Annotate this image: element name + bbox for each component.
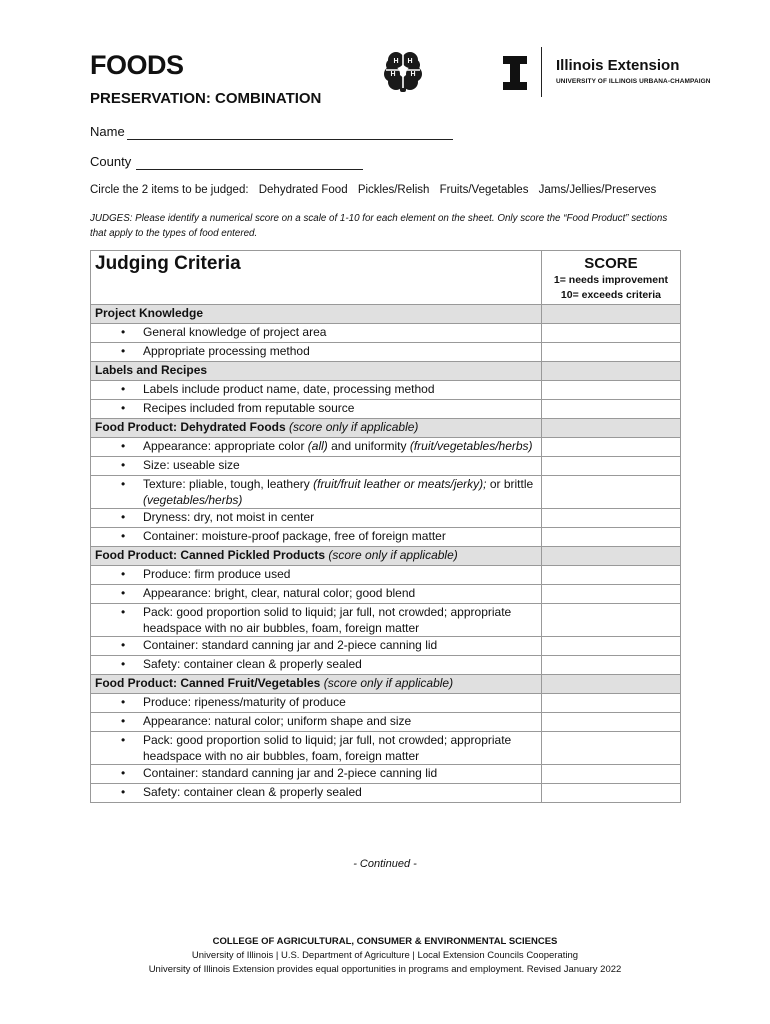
criteria-item xyxy=(91,566,542,585)
circle-items-line xyxy=(90,184,663,196)
judging-criteria-heading: Judging Criteria xyxy=(95,253,241,274)
section-note: (score only if applicable) xyxy=(289,420,419,434)
section-note: (score only if applicable) xyxy=(323,676,454,690)
criteria-item xyxy=(91,585,542,604)
section-note: (score only if applicable) xyxy=(328,548,458,562)
block-i-icon xyxy=(503,56,527,90)
score-input-cell[interactable] xyxy=(541,476,680,509)
criteria-item xyxy=(91,476,542,509)
criteria-text-part: Container: standard canning jar and 2-piece canning lid xyxy=(143,766,438,780)
criteria-text-part: (all) xyxy=(307,439,328,453)
score-input-cell[interactable] xyxy=(541,765,680,784)
bullet-icon: • xyxy=(121,401,126,415)
criteria-text-part: Size: useable size xyxy=(143,458,240,472)
bullet-icon: • xyxy=(121,567,126,581)
bullet-icon: • xyxy=(121,382,126,396)
option-pickles-relish[interactable]: Pickles/Relish xyxy=(357,184,430,196)
score-scale-high: 10= exceeds criteria xyxy=(560,289,662,301)
criteria-item xyxy=(91,438,542,457)
score-input-cell[interactable] xyxy=(541,381,680,400)
bullet-icon: • xyxy=(121,785,126,799)
section-title: Labels and Recipes xyxy=(95,363,208,377)
criteria-text-part: (fruit/vegetables/herbs) xyxy=(409,439,533,453)
section-title-cell xyxy=(91,305,542,324)
criteria-text xyxy=(121,656,537,672)
name-label: Name xyxy=(90,124,125,139)
criteria-row xyxy=(91,528,681,547)
criteria-text xyxy=(121,637,537,653)
criteria-text-part: Safety: container clean & properly sealed xyxy=(143,657,362,671)
table-header-row xyxy=(91,251,681,305)
criteria-row xyxy=(91,784,681,803)
criteria-item xyxy=(91,324,542,343)
section-score-cell xyxy=(541,547,680,566)
option-jams-jellies-preserves[interactable]: Jams/Jellies/Preserves xyxy=(538,184,657,196)
criteria-text xyxy=(121,765,537,781)
score-heading: SCORE xyxy=(584,255,638,272)
criteria-item xyxy=(91,732,542,765)
section-score-cell xyxy=(541,675,680,694)
criteria-text xyxy=(121,381,537,397)
criteria-text-part: or brittle xyxy=(486,477,534,491)
name-field[interactable] xyxy=(127,127,453,140)
criteria-text xyxy=(121,343,537,359)
section-score-cell xyxy=(541,419,680,438)
section-row xyxy=(91,305,681,324)
criteria-row xyxy=(91,637,681,656)
score-input-cell[interactable] xyxy=(541,324,680,343)
criteria-text-part: Appearance: appropriate color xyxy=(143,439,308,453)
bullet-icon: • xyxy=(121,344,126,358)
bullet-icon: • xyxy=(121,529,126,543)
criteria-text-part: Pack: good proportion solid to liquid; jar full, not crowded; appropriate headspace with no air bubbles, foam, foreign matter xyxy=(143,733,512,763)
criteria-text xyxy=(121,732,537,764)
criteria-item xyxy=(91,656,542,675)
criteria-item xyxy=(91,694,542,713)
page-title: FOODS xyxy=(90,50,184,80)
criteria-item xyxy=(91,381,542,400)
bullet-icon: • xyxy=(121,695,126,709)
bullet-icon: • xyxy=(121,714,126,728)
criteria-text xyxy=(121,694,537,710)
score-input-cell[interactable] xyxy=(541,400,680,419)
score-input-cell[interactable] xyxy=(541,509,680,528)
judges-instructions: JUDGES: Please identify a numerical score on a scale of 1-10 for each element on the sheet. Only score the “Food Product” sections that apply to the types of food entered. xyxy=(90,213,668,239)
option-dehydrated-food[interactable]: Dehydrated Food xyxy=(258,184,348,196)
score-scale-low: 1= needs improvement xyxy=(553,274,668,286)
continued-note: - Continued - xyxy=(353,858,417,870)
criteria-text-part: Recipes included from reputable source xyxy=(143,401,355,415)
svg-text:H: H xyxy=(410,71,416,78)
section-title: Food Product: Canned Fruit/Vegetables xyxy=(95,676,321,690)
criteria-item xyxy=(91,784,542,803)
section-row xyxy=(91,362,681,381)
score-input-cell[interactable] xyxy=(541,732,680,765)
score-input-cell[interactable] xyxy=(541,656,680,675)
criteria-row xyxy=(91,476,681,509)
bullet-icon: • xyxy=(121,458,126,472)
footer-cooperating: University of Illinois | U.S. Department of Agriculture | Local Extension Councils Cooperating xyxy=(191,950,579,961)
criteria-item xyxy=(91,509,542,528)
score-heading-cell xyxy=(541,251,680,305)
criteria-item xyxy=(91,343,542,362)
criteria-item xyxy=(91,457,542,476)
criteria-row xyxy=(91,765,681,784)
footer-equal-opportunity: University of Illinois Extension provides equal opportunities in programs and employment. Revised January 2022 xyxy=(148,964,622,975)
section-title: Food Product: Canned Pickled Products xyxy=(95,548,326,562)
svg-text:H: H xyxy=(407,58,413,65)
score-input-cell[interactable] xyxy=(541,637,680,656)
criteria-text xyxy=(121,400,537,416)
criteria-text xyxy=(121,713,537,729)
criteria-text xyxy=(121,476,537,508)
criteria-text-part: Appropriate processing method xyxy=(143,344,310,358)
score-input-cell[interactable] xyxy=(541,784,680,803)
section-title-cell xyxy=(91,419,542,438)
criteria-row xyxy=(91,343,681,362)
criteria-row xyxy=(91,509,681,528)
criteria-text xyxy=(121,324,537,340)
criteria-text xyxy=(121,604,537,636)
criteria-row xyxy=(91,400,681,419)
section-score-cell xyxy=(541,362,680,381)
section-score-cell xyxy=(541,305,680,324)
criteria-row xyxy=(91,438,681,457)
criteria-text-part: Appearance: natural color; uniform shape and size xyxy=(143,714,412,728)
bullet-icon: • xyxy=(121,638,126,652)
section-row xyxy=(91,547,681,566)
criteria-row xyxy=(91,694,681,713)
section-title: Food Product: Dehydrated Foods xyxy=(95,420,286,434)
page-subtitle: PRESERVATION: COMBINATION xyxy=(90,90,322,107)
section-row xyxy=(91,675,681,694)
score-input-cell[interactable] xyxy=(541,694,680,713)
criteria-text-part: (fruit/fruit leather or meats/jerky); xyxy=(313,477,487,491)
criteria-item xyxy=(91,637,542,656)
criteria-text-part: Dryness: dry, not moist in center xyxy=(143,510,315,524)
criteria-row xyxy=(91,566,681,585)
bullet-icon: • xyxy=(121,510,126,524)
svg-text:H: H xyxy=(393,58,399,65)
criteria-row xyxy=(91,585,681,604)
bullet-icon: • xyxy=(121,325,126,339)
section-row xyxy=(91,419,681,438)
criteria-text-part: Container: standard canning jar and 2-piece canning lid xyxy=(143,638,438,652)
judging-criteria-heading-cell xyxy=(91,251,542,305)
bullet-icon: • xyxy=(121,586,126,600)
bullet-icon: • xyxy=(121,439,126,453)
criteria-text-part: Appearance: bright, clear, natural color; good blend xyxy=(143,586,416,600)
score-input-cell[interactable] xyxy=(541,604,680,637)
brand-subtitle: UNIVERSITY OF ILLINOIS URBANA-CHAMPAIGN xyxy=(556,78,711,85)
criteria-text xyxy=(121,566,537,582)
criteria-text-part: (vegetables/herbs) xyxy=(143,493,243,507)
criteria-row xyxy=(91,381,681,400)
criteria-text xyxy=(121,509,537,525)
criteria-text xyxy=(121,528,537,544)
criteria-text xyxy=(121,438,537,454)
score-input-cell[interactable] xyxy=(541,343,680,362)
criteria-text xyxy=(121,585,537,601)
criteria-row xyxy=(91,656,681,675)
criteria-text-part: Safety: container clean & properly sealed xyxy=(143,785,362,799)
option-fruits-vegetables[interactable]: Fruits/Vegetables xyxy=(439,184,529,196)
criteria-text-part: Container: moisture-proof package, free of foreign matter xyxy=(143,529,446,543)
section-title-cell xyxy=(91,547,542,566)
criteria-text-part: Texture: pliable, tough, leathery xyxy=(143,477,314,491)
bullet-icon: • xyxy=(121,477,126,491)
criteria-text xyxy=(121,784,537,800)
county-field[interactable] xyxy=(136,157,363,170)
section-title-cell xyxy=(91,675,542,694)
criteria-item xyxy=(91,400,542,419)
criteria-row xyxy=(91,732,681,765)
score-input-cell[interactable] xyxy=(541,528,680,547)
criteria-text-part: Pack: good proportion solid to liquid; jar full, not crowded; appropriate headspace with no air bubbles, foam, foreign matter xyxy=(143,605,512,635)
criteria-row xyxy=(91,604,681,637)
bullet-icon: • xyxy=(121,605,126,619)
brand-name: Illinois Extension xyxy=(556,57,680,74)
score-input-cell[interactable] xyxy=(541,566,680,585)
4-h-clover-icon xyxy=(380,48,426,94)
criteria-text-part: General knowledge of project area xyxy=(143,325,327,339)
criteria-text-part: Produce: firm produce used xyxy=(143,567,291,581)
score-input-cell[interactable] xyxy=(541,438,680,457)
circle-prompt: Circle the 2 items to be judged: xyxy=(90,184,249,196)
section-title-cell xyxy=(91,362,542,381)
brand-divider xyxy=(541,47,542,97)
bullet-icon: • xyxy=(121,733,126,747)
criteria-text xyxy=(121,457,537,473)
criteria-text-part: and uniformity xyxy=(327,439,410,453)
criteria-item xyxy=(91,528,542,547)
criteria-row xyxy=(91,457,681,476)
county-label: County xyxy=(90,154,132,169)
judging-criteria-table xyxy=(90,250,681,803)
footer-college: COLLEGE OF AGRICULTURAL, CONSUMER & ENVIRONMENTAL SCIENCES xyxy=(212,936,558,947)
criteria-row xyxy=(91,713,681,732)
criteria-text-part: Produce: ripeness/maturity of produce xyxy=(143,695,346,709)
svg-text:H: H xyxy=(390,71,396,78)
criteria-text-part: Labels include product name, date, processing method xyxy=(143,382,435,396)
section-title: Project Knowledge xyxy=(95,306,204,320)
criteria-item xyxy=(91,604,542,637)
bullet-icon: • xyxy=(121,657,126,671)
criteria-row xyxy=(91,324,681,343)
bullet-icon: • xyxy=(121,766,126,780)
criteria-item xyxy=(91,713,542,732)
score-input-cell[interactable] xyxy=(541,713,680,732)
score-input-cell[interactable] xyxy=(541,457,680,476)
score-input-cell[interactable] xyxy=(541,585,680,604)
criteria-item xyxy=(91,765,542,784)
